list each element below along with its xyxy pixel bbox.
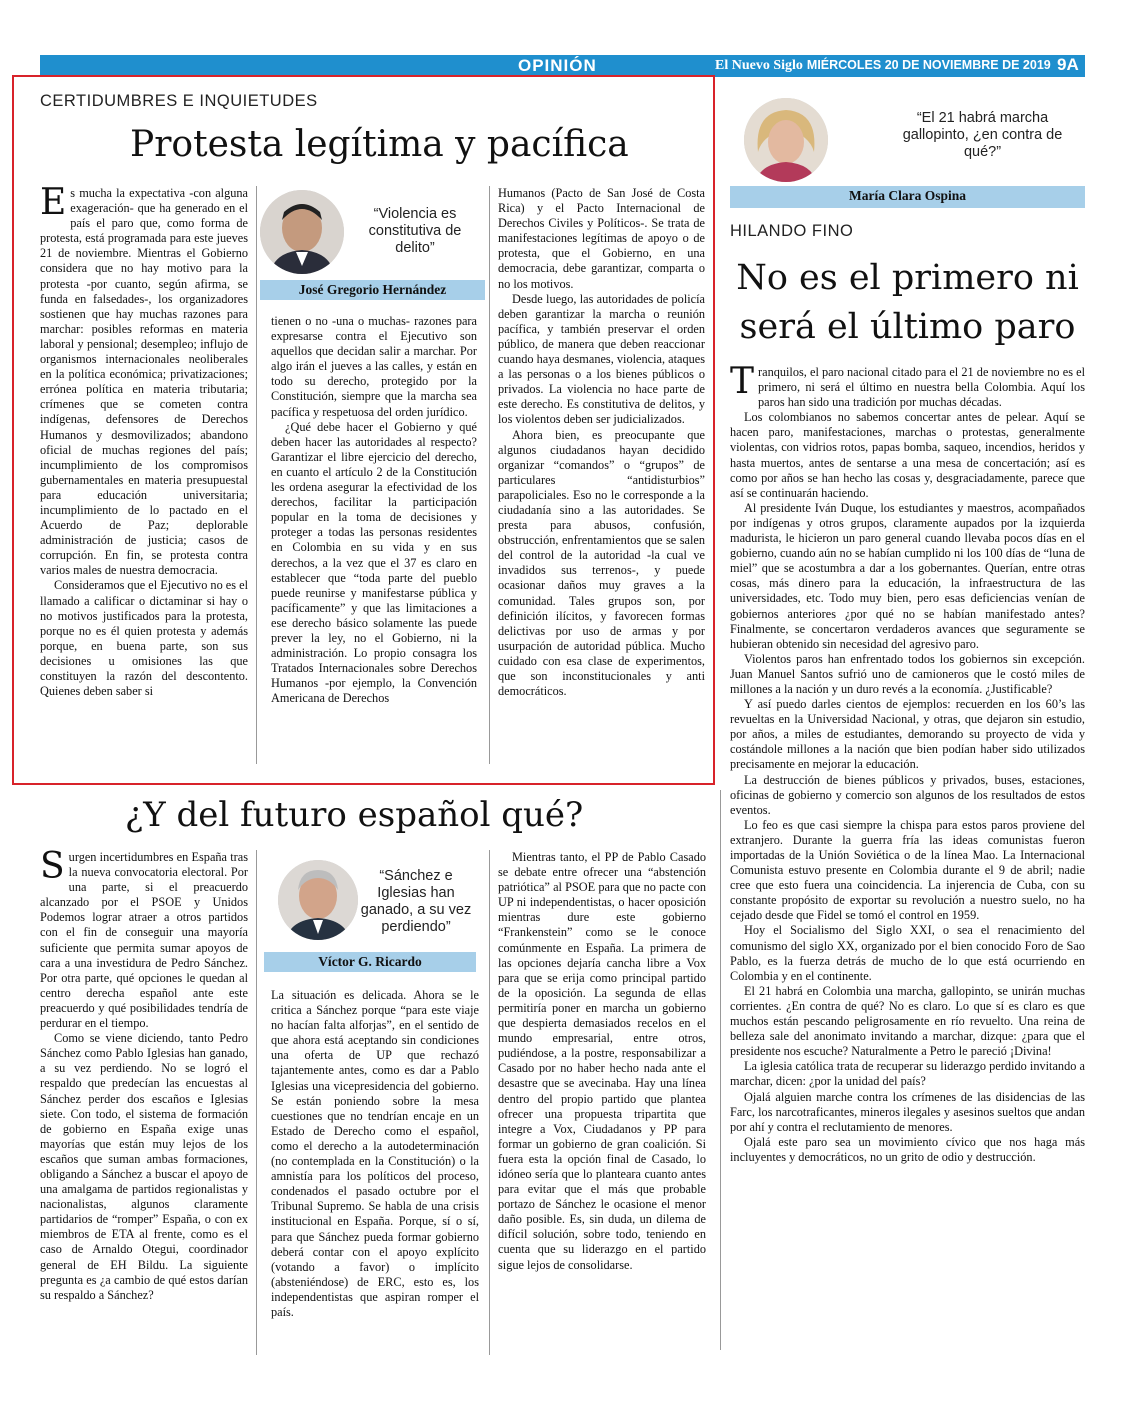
highlight-frame — [12, 75, 715, 785]
paragraph: Humanos (Pacto de San José de Costa Rica) y el Pacto Internacional de Derechos Civiles y Políticos-. Se trata de manifestaciones legítimas de apoyo o de protesta, que el Gobierno, en una democracia, debe garantizar, comparta o no los motivos. — [498, 186, 705, 291]
article1-title: Protesta legítima y pacífica — [130, 124, 629, 165]
article3-column-3 — [498, 850, 706, 1360]
column-rule — [256, 850, 257, 1355]
drop-cap: E — [40, 186, 67, 223]
article3-title: ¿Y del futuro español qué? — [125, 795, 584, 835]
paragraph: Ojalá este paro sea un movimiento cívico que nos haga más incluyentes y democráticos, no un grito de odio y destrucción. — [730, 1134, 1085, 1164]
article3-author-box — [264, 852, 476, 974]
article2-pullquote: “El 21 habrá marcha gallopinto, ¿en contra de qué?” — [902, 110, 1063, 160]
paragraph: La destrucción de bienes públicos y privados, buses, estaciones, oficinas de gobierno y comercio son algunos de los resultados de estos eventos. — [730, 772, 1085, 817]
article1-kicker: CERTIDUMBRES E INQUIETUDES — [40, 92, 318, 110]
article2-kicker: HILANDO FINO — [730, 222, 854, 240]
article1-pullquote: “Violencia es constitutiva de delito” — [368, 206, 462, 256]
article1-author: José Gregorio Hernández — [260, 280, 485, 300]
paragraph: Y así puedo darles cientos de ejemplos: recuerden en los 60’s las revueltas en la Universidad Nacional, y otras, que dejaron sin estudio, por años, a miles de estudiantes, demorando su proyecto de vida y costándole millones a la nación que bien podían haber sido utilizados precisamente en mejorar la educación. — [730, 697, 1085, 772]
paragraph: Como se viene diciendo, tanto Pedro Sánchez como Pablo Iglesias han ganado, a su vez perdiendo. No se logró el respaldo que predecían las encuestas al Sánchez perder dos escaños e Iglesias siete. Con todo, el sistema de formación de gobierno en España exige unas mayorías que están muy lejos de los escaños que suman ambas formaciones, obligando a Sánchez a buscar el apoyo de una amalgama de partidos regionalistas y nacionalistas, algunos claramente partidarios de “romper” España, o con ex miembros de ETA al frente, como es el caso de Arnaldo Otegui, coordinador general de EH Bildu. La siguiente pregunta es ¿a cambio de qué estos darían su respaldo a Sánchez? — [40, 1031, 248, 1302]
drop-cap: S — [40, 850, 65, 887]
paragraph: El 21 habrá en Colombia una marcha, gallopinto, se unirán muchas corrientes. ¿En contra de qué? No es claro. Lo que sí es claro es que muchos están pescando peligrosamente en río revuelto. Una reina de belleza sale del anonimato invitando a marchar, dizque: ¿para que el presidente nos escuche? Naturalmente a Petro le pareció ¡Divina! — [730, 983, 1085, 1059]
paragraph: Ahora bien, es preocupante que algunos ciudadanos hayan decidido organizar “comandos” o “grupos” de particulares “antidisturbios” parapoliciales. Eso no le corresponde a la ciudadanía sino a las autoridades. Se presta para abusos, confusión, obstrucción, enfrentamientos que se salen del control de la autoridad -la cual ve invadidos sus terrenos-, y puede ocasionar daños muy graves a la comunidad. Tales grupos son, por definición ilícitos, y favorecen formas delictivas por uso de armas y por usurpación de autoridad pública. Mucho cuidado con esa clase de experimentos, que son inconstitucionales y anti democráticos. — [498, 427, 705, 699]
newspaper-logo: El Nuevo Siglo — [715, 58, 803, 73]
author-photo — [278, 860, 358, 940]
article2-title-line: será el último paro — [739, 307, 1076, 347]
article3-author: Víctor G. Ricardo — [264, 952, 476, 972]
paragraph-text: ranquilos, el paro nacional citado para el 21 de noviembre no es el primero, ni será el último en nuestra bella Colombia. Aquí los paros han sido una tradición por muchas décadas. — [758, 365, 1085, 410]
article2-author-box — [730, 92, 1085, 209]
article3-pullquote: “Sánchez e Iglesias han ganado, a su vez perdiendo” — [360, 868, 472, 935]
paragraph: Al presidente Iván Duque, los estudiantes y maestros, acompañados por indígenas y otros grupos, claramente aupados por la izquierda madurista, le hicieron un paro general cuando llevaba pocos días en el gobierno, cuando aún no se habían cumplido ni los 100 días de “luna de miel” que se acostumbra a dar a los gobernantes. Querían, entre otras cosas, más dinero para la educación, la infraestructura de las universidades, etc. Todo muy bien, pero esas deficiencias venían de gobiernos anteriores ¿por qué no se habían manifestado antes? Finalmente, se concertaron verdaderos avances que seguramente se hubieran obtenido sin necesidad del agresivo paro. — [730, 500, 1085, 651]
paragraph: Consideramos que el Ejecutivo no es el llamado a calificar o dictaminar si hay o no motivos justificados para la protesta, porque no es él quien protesta y además porque, en buena parte, son sus decisiones u omisiones las que constituyen la razón del descontento. Quienes deben saber si — [40, 578, 248, 699]
issue-date: MIÉRCOLES 20 DE NOVIEMBRE DE 2019 — [806, 58, 1051, 72]
paragraph: tienen o no -una o muchas- razones para expresarse contra el Ejecutivo son aquellos que decidan salir a marchar. Por algo irán el jueves a las calles, y están en todo su derecho, protegido por la Constitución, siempre que la marcha sea pacífica y respetuosa del orden jurídico. — [271, 314, 477, 419]
paragraph: La iglesia católica trata de recuperar su liderazgo perdido invitando a marchar, dicen: ¿por la unidad del país? — [730, 1059, 1085, 1089]
paragraph: Violentos paros han enfrentado todos los gobiernos sin excepción. Juan Manuel Santos sufrió uno de camioneros que le costó miles de millones a la nación y un duro revés a la economía. ¿Justificable? — [730, 651, 1085, 696]
article2-title-line: No es el primero ni — [736, 258, 1079, 298]
paragraph: Lo feo es que casi siempre la chispa para estos paros proviene del extranjero. Durante la guerra fría las ideas comunistas fueron importadas de la Unión Soviética o de la línea Mao. La Internacional Comunista estuvo presente en Colombia durante el 9 de abril; nadie cree que esto fuera una coincidencia. La injerencia de Cuba, con su constante propósito de exportar su revolución a nuestro suelo, no ha cejado desde que Fidel se tomó el control en 1959. — [730, 817, 1085, 923]
author-photo — [744, 98, 828, 182]
paragraph: Mientras tanto, el PP de Pablo Casado se debate entre ofrecer una “abstención patriótica” al PSOE para que no pacte con UP ni independentistas, o hacer oposición mientras dure este gobierno “Frankenstein” como se le conoce comúnmente en España. La primera de las opciones dejaría cancha libre a Vox para que se erija como principal partido de la oposición. La segunda de ellas permitiría poner en marcha un gobierno que despierta demasiados recelos en el mundo empresarial, entre otros, pudiéndose, a la postre, responsabilizar a Casado por no haber hecho nada ante el desastre que se avecinaba. Hay una línea dentro del propio partido que plantea ofrecer una propuesta tripartita que integre a Vox, Ciudadanos y PP para formar un gobierno de gran coalición. Si fuera esta la opción final de Casado, lo idóneo sería que lo planteara cuanto antes para evitar que el más que probable portazo de Sánchez le ocasione el menor daño posible. Es, sin duda, un dilema de difícil solución, sobre todo, teniendo en cuenta que su liderazgo en el partido sigue lejos de consolidarse. — [498, 850, 706, 1272]
paragraph: ¿Qué debe hacer el Gobierno y qué deben hacer las autoridades al respecto? Garantizar el libre ejercicio del derecho, en cuanto el artículo 2 de la Constitución les ordena asegurar la efectividad de los derechos, facilitar la participación popular en la toma de decisiones y proteger a todas las personas residentes en Colombia en su vida y en sus derechos, a la vez que el 37 es claro en establecer que “toda parte del pueblo puede reunirse y manifestarse pública y pacíficamente” y que las limitaciones a ese derecho básico solamente las puede prever la ley, no el Gobierno, ni la administración. Lo propio consagra los Tratados Internacionales sobre Derechos Humanos -por ejemplo, la Convención Americana de Derechos — [271, 419, 477, 706]
column-rule — [489, 850, 490, 1355]
column-rule — [720, 790, 721, 1350]
article3-column-1 — [40, 850, 248, 1360]
paragraph: Los colombianos no sabemos concertar antes de pelear. Aquí se hacen paro, manifestaciones, marchas o protestas, generalmente violentas, con vidrios rotos, papas bomba, saqueo, incendios, heridos y hasta muertos, antes de sentarse a una mesa de concertación; así es como por años se han hecho las cosas y, desgraciadamente, parece que así se continuarán haciendo. — [730, 410, 1085, 500]
drop-cap: T — [730, 365, 755, 402]
paragraph — [730, 365, 1085, 410]
paragraph: Desde luego, las autoridades de policía deben garantizar la marcha o reunión pacífica, y también preservar el orden público, de manera que deben reaccionar cuando haya desmanes, violencia, ataques a las personas o a los bienes públicos o privados. La violencia no hace parte de este derecho. Es constitutiva de delitos, y los violentos deben ser judicializados. — [498, 291, 705, 427]
article3-column-2 — [271, 988, 479, 1358]
paragraph: Hoy el Socialismo del Siglo XXI, o sea el renacimiento del comunismo del siglo XX, organizado por el bien conocido Foro de Sao Pablo, es la fuerza detrás de mucho de lo que está ocurriendo en Colombia y en el continente. — [730, 923, 1085, 983]
article2-author: María Clara Ospina — [730, 186, 1085, 208]
article2-body — [730, 365, 1085, 1375]
paragraph: La situación es delicada. Ahora se le critica a Sánchez porque “para este viaje no hacían falta alforjas”, en el sentido de que ahora está aceptando sin condiciones una oferta de UP que rechazó tajantemente antes, como es dar a Pablo Iglesias una vicepresidencia del gobierno. Se están poniendo sobre la mesa cuestiones que no tendrían encaje en un Estado de Derecho como el español, como el derecho a la autodeterminación (no contemplada en la Constitución) o la amnistía para los políticos del proceso, condenados el pasado octubre por el Tribunal Supremo. Se habla de una crisis institucional en España. Porque, sí o sí, para que Sánchez pueda formar gobierno deberá contar con el apoyo explícito (votando a favor) o implícito (absteniéndose) de ERC, esto es, los independentistas que aspiran romper el país. — [271, 988, 479, 1319]
paragraph-text: s mucha la expectativa -con alguna exageración- que ha generado en el país el paro que, como forma de protesta, está programada para este jueves 21 de noviembre. Mientras el Gobierno considera que no hay motivo para la protesta -por cuanto, según afirma, se funda en falsedades-, los organizadores sostienen que hay muchas razones para marchar: posibles reformas en materia laboral y pensional; desempleo; influjo de organismos internacionales neoliberales en la política económica; privatizaciones; errónea política en materia tributaria; crímenes que se cometen contra indígenas, defensores de Derechos Humanos y desmovilizados; abandono oficial de muchas regiones del país; incumplimiento de los compromisos gubernamentales en materia presupuestal para educación universitaria; incumplimiento de lo pactado en el Acuerdo de Paz; deplorable administración de justicia; casos de corrupción. En fin, se protesta contra varios males de nuestra democracia. — [40, 186, 248, 578]
article2-title — [730, 254, 1085, 352]
section-title: OPINIÓN — [518, 56, 597, 75]
paragraph: Ojalá alguien marche contra los crímenes de las disidencias de las Farc, los narcotraficantes, mineros ilegales y asesinos sueltos que andan por ahí y contra el reclutamiento de menores. — [730, 1089, 1085, 1134]
masthead-date — [715, 58, 1051, 74]
page-number: 9A — [1057, 55, 1079, 74]
paragraph — [40, 850, 248, 1031]
paragraph-text: urgen incertidumbres en España tras la nueva convocatoria electoral. Por una parte, si el preacuerdo alcanzado por el PSOE y Unidos Podemos lograr atraer a otros partidos con el fin de conseguir una mayoría suficiente que permita sumar apoyos de cara a una investidura de Pedro Sánchez. Por otra parte, qué opciones le quedan al centro derecha español ante este preacuerdo y qué posibilidades tendría de perdurar en el tiempo. — [40, 850, 248, 1031]
